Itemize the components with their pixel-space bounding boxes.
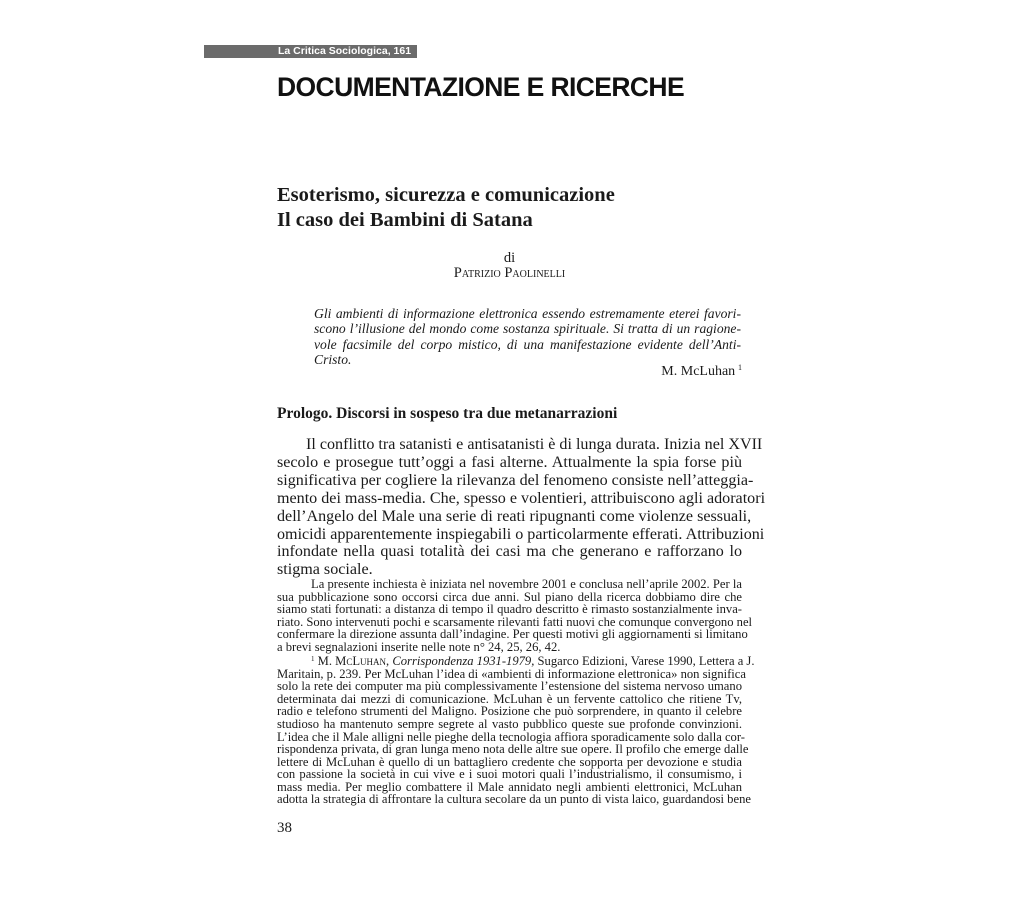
footnote-ref: 1 [738,363,742,372]
footnotes [277,577,755,807]
body-line: mento dei mass-media. Che, spesso e volentieri, attribuiscono agli adoratori [277,489,766,507]
footnote-line: siamo stati fortunati: a distanza di tempo il quadro descritto è rimasto sostanzialmente inva- [277,602,742,617]
epigraph-line: scono l’illusione del mondo come sostanza spirituale. Si tratta di un ragione- [314,321,741,337]
body-line: infondate nella quasi totalità dei casi ma che generano e rafforzano lo [277,543,742,561]
footnote-number: 1 [311,655,315,664]
epigraph-attribution [661,363,742,380]
section-title: DOCUMENTAZIONE E RICERCHE [277,72,685,102]
footnote-author: M. McLuhan [317,654,387,669]
footnote-line: sua pubblicazione sono occorsi circa due anni. Sul piano della ricerca dobbiamo dire che [277,589,742,604]
body-line: omicidi apparentemente inspiegabili o particolarmente efferati. Attribuzioni [277,525,765,543]
footnote-line: studioso ha mantenuto sempre segrete al vasto pubblico queste sue profonde convinzioni. [277,717,742,732]
footnote-citation: Sugarco Edizioni, Varese 1990, Lettera a J. [534,654,755,669]
footnote-line: adotta la strategia di affrontare la cultura secolare da un punto di vista laico, guardandosi bene [277,792,751,807]
article-title: Esoterismo, sicurezza e comunicazione [277,184,615,206]
footnote-line: rispondenza privata, di gran lunga meno nota delle altre sue opere. Il profilo che emerge dalle [277,742,749,757]
section-heading: Prologo. Discorsi in sospeso tra due metanarrazioni [277,405,618,422]
footnote-line: Maritain, p. 239. Per McLuhan l’idea di «ambienti di informazione elettronica» non significa [277,666,746,681]
footnote-line: lettere di McLuhan è quello di un battagliero credente che sopporta per devozione e studia [277,754,742,769]
page-number: 38 [277,820,292,836]
body-line: secolo e prosegue tutt’oggi a fasi alterne. Attualmente la spia forse più [277,453,742,471]
footnote-line: La presente inchiesta è iniziata nel novembre 2001 e conclusa nell’aprile 2002. Per la [311,577,742,591]
footnote-line: riato. Sono intervenuti pochi e scarsamente rilevanti fatti nuovi che comunque convergono nel [277,614,753,629]
footnote-line: radio e telefono strumenti del Maligno. Posizione che può sorprendere, in quanto il celebre [277,704,742,719]
epigraph-line: Gli ambienti di informazione elettronica essendo estremamente eterei favori- [314,306,741,321]
footnote-line: confermare la direzione assunta dall’indagine. Per questi motivi gli aggiornamenti si limitano [277,627,748,642]
body-line: stigma sociale. [277,561,373,579]
footnote-work-title: Corrispondenza 1931-1979, [392,654,535,669]
epigraph-line: Cristo. [314,351,352,367]
footnote-line: solo la rete dei computer ma più complessivamente l’estensione del sistema nervoso umano [277,679,742,694]
footnote-line: determinata dai mezzi di comunicazione. McLuhan è un fervente cattolico che ritiene Tv, [277,691,742,706]
attribution-text: M. McLuhan [661,364,736,379]
body-line: Il conflitto tra satanisti e antisatanisti è di lunga durata. Inizia nel XVII [306,436,763,453]
footnote-line: mass media. Per meglio combattere il Male annidato negli ambienti elettronici, McLuhan [277,779,742,794]
byline-di: di [503,250,516,266]
footnote-line: con passione la società in cui vive e i suoi motori quali l’industrialismo, il consumismo, i [277,767,742,782]
epigraph [314,306,741,367]
body-paragraph [277,436,766,579]
epigraph-line: vole facsimile del corpo mistico, di una manifestazione evidente dell’Anti- [314,336,741,352]
footnote-line: a brevi segnalazioni inserite nelle note n° 24, 25, 26, 42. [277,639,561,654]
journal-running-head: La Critica Sociologica, 161 [278,45,412,57]
author-name: Patrizio Paolinelli [453,265,566,281]
footnote-1-first-line: $^1$ M. McLuhan, Corrispondenza 1931-1979, Sugarco Edizioni, Varese 1990, Lettera a J. [311,654,755,669]
article-subtitle: Il caso dei Bambini di Satana [277,209,533,231]
footnote-line: L’idea che il Male alligni nelle pieghe della tecnologia affiora sporadicamente solo dalla cor- [277,729,745,744]
body-line: significativa per cogliere la rilevanza del fenomeno consiste nell’atteggia- [277,471,754,489]
body-line: dell’Angelo del Male una serie di reati ripugnanti come violenze sessuali, [277,507,752,525]
